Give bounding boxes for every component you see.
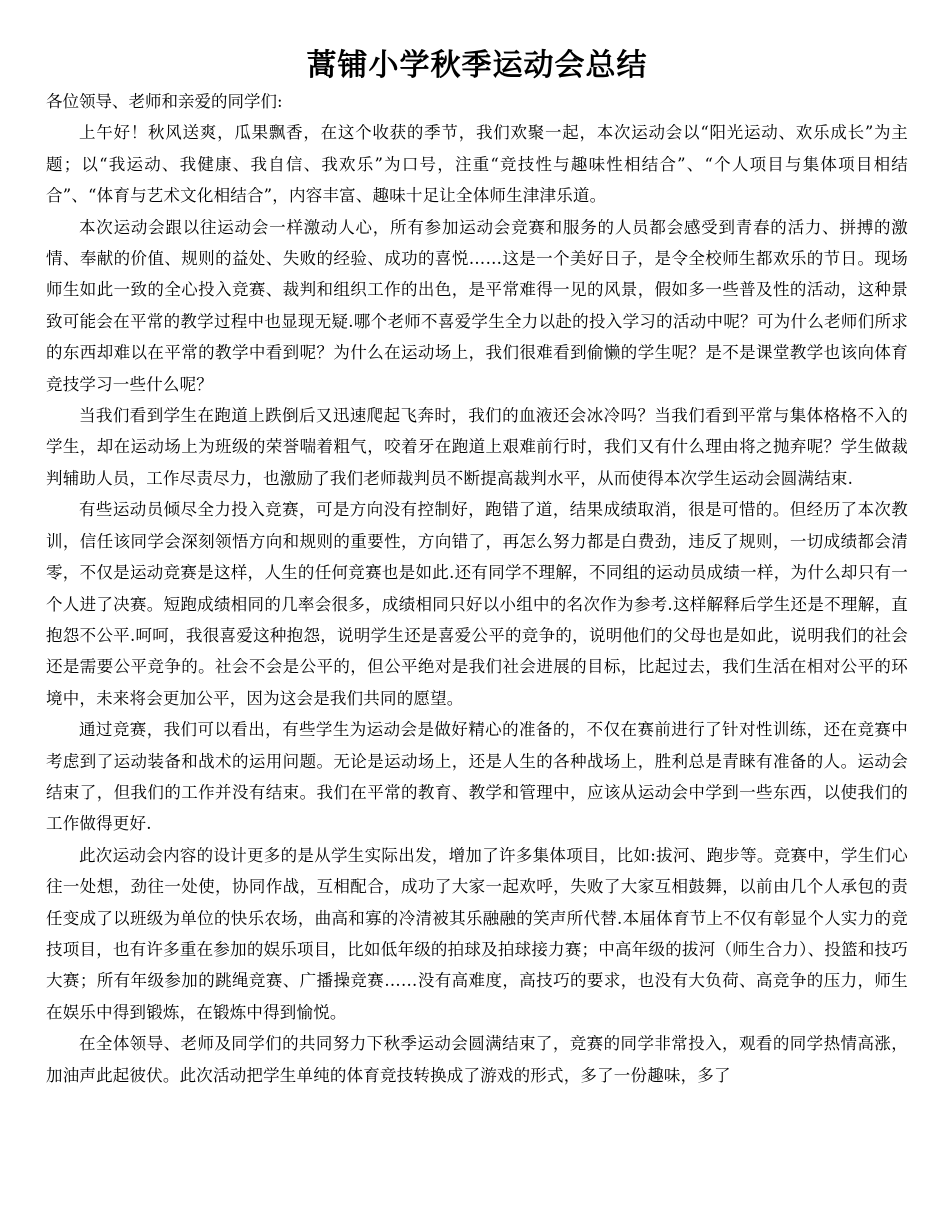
paragraph-7: 在全体领导、老师及同学们的共同努力下秋季运动会圆满结束了，竞赛的同学非常投入，观看的同学热情高涨，加油声此起彼伏。此次活动把学生单纯的体育竞技转换成了游戏的形式，多了一份趣味，多了 [46, 1034, 908, 1085]
paragraph-6: 此次运动会内容的设计更多的是从学生实际出发，增加了许多集体项目，比如:拔河、跑步等。竞赛中，学生们心往一处想，劲往一处使，协同作战，互相配合，成功了大家一起欢呼，失败了大家互相鼓舞，以前由几个人承包的责任变成了以班级为单位的快乐农场，曲高和寡的冷清被其乐融融的笑声所代替.本届体育节上不仅有彰显个人实力的竞技项目，也有许多重在参加的娱乐项目，比如低年级的拍球及拍球接力赛；中高年级的拔河（师生合力）、投篮和技巧大赛；所有年级参加的跳绳竞赛、广播操竞赛……没有高难度，高技巧的要求，也没有大负荷、高竞争的压力，师生在娱乐中得到锻炼，在锻炼中得到愉悦。 [46, 845, 908, 1022]
document-page [46, 46, 908, 1091]
paragraph-4: 有些运动员倾尽全力投入竞赛，可是方向没有控制好，跑错了道，结果成绩取消，很是可惜的。但经历了本次教训，信任该同学会深刻领悟方向和规则的重要性，方向错了，再怎么努力都是白费劲，违反了规则，一切成绩都会清零，不仅是运动竞赛是这样，人生的任何竞赛也是如此.还有同学不理解，不同组的运动员成绩一样，为什么却只有一个人进了决赛。短跑成绩相同的几率会很多，成绩相同只好以小组中的名次作为参考.这样解释后学生还是不理解，直抱怨不公平.呵呵，我很喜爱这种抱怨，说明学生还是喜爱公平的竞争的，说明他们的父母也是如此，说明我们的社会还是需要公平竞争的。社会不会是公平的，但公平绝对是我们社会进展的目标，比起过去，我们生活在相对公平的环境中，未来将会更加公平，因为这会是我们共同的愿望。 [46, 500, 908, 708]
salutation: 各位领导、老师和亲爱的同学们: [46, 92, 283, 111]
document-title: 蒿铺小学秋季运动会总结 [306, 48, 648, 83]
paragraph-5: 通过竞赛，我们可以看出，有些学生为运动会是做好精心的准备的，不仅在赛前进行了针对性训练，还在竞赛中考虑到了运动装备和战术的运用问题。无论是运动场上，还是人生的各种战场上，胜利总是青睐有准备的人。运动会结束了，但我们的工作并没有结束。我们在平常的教育、教学和管理中，应该从运动会中学到一些东西，以使我们的工作做得更好. [46, 720, 908, 834]
paragraph-1: 上午好！秋风送爽，瓜果飘香，在这个收获的季节，我们欢聚一起，本次运动会以“阳光运动、欢乐成长”为主题；以“我运动、我健康、我自信、我欢乐”为口号，注重“竞技性与趣味性相结合”、“个人项目与集体项目相结合”、“体育与艺术文化相结合”，内容丰富、趣味十足让全体师生津津乐道。 [46, 123, 908, 206]
paragraph-3: 当我们看到学生在跑道上跌倒后又迅速爬起飞奔时，我们的血液还会冰冷吗？当我们看到平常与集体格格不入的学生，却在运动场上为班级的荣誉喘着粗气，咬着牙在跑道上艰难前行时，我们又有什么理由将之抛弃呢？学生做裁判辅助人员，工作尽责尽力，也激励了我们老师裁判员不断提高裁判水平，从而使得本次学生运动会圆满结束. [46, 406, 908, 488]
paragraph-2: 本次运动会跟以往运动会一样激动人心，所有参加运动会竞赛和服务的人员都会感受到青春的活力、拼搏的激情、奉献的价值、规则的益处、失败的经验、成功的喜悦……这是一个美好日子，是令全校师生都欢乐的节日。现场师生如此一致的全心投入竞赛、裁判和组织工作的出色，是平常难得一见的风景，假如多一些普及性的活动，这种景致可能会在平常的教学过程中也显现无疑.哪个老师不喜爱学生全力以赴的投入学习的活动中呢？可为什么老师们所求的东西却难以在平常的教学中看到呢？为什么在运动场上，我们很难看到偷懒的学生呢？是不是课堂教学也该向体育竞技学习一些什么呢？ [46, 217, 908, 394]
